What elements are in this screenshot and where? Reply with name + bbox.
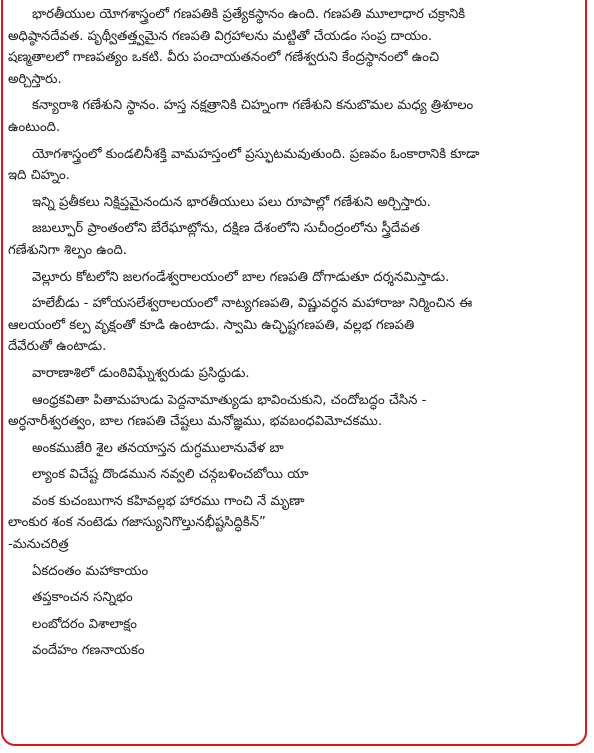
text-line: కన్యారాశి గణేశుని స్థానం. హస్త నక్షత్రానికి చిహ్నంగా గణేశుని కనుబొమల మధ్య త్రిశూలం [32,98,474,114]
verse-line: వందేహం గణనాయకం [32,643,145,659]
text-line: గణేశునిగా శిల్పం ఉంది. [8,242,127,258]
paragraph [8,218,582,261]
verse-line: లంబోదరం విశాలాక్షం [32,616,137,632]
paragraph [8,95,582,138]
text-line: అర్చిస్తారు. [8,71,62,87]
poem-line: వంక కుచంబుగాన కహివల్లభ హారము గాంచి నే మృణా [32,493,305,509]
document-body [8,4,582,662]
text-line: అర్ధనారీశ్వరత్వం, బాల గణపతి చేష్టలు మనోజ్ఞము, భవబంధవిమోచకము. [8,414,383,430]
paragraph [8,4,582,90]
poem-source: -మనుచరిత్ర [8,537,69,553]
text-line: ఇన్ని ప్రతీకలు నిక్షిప్తమైనందున భారతీయులు పలు రూపాల్లో గణేశుని అర్చిస్తారు. [32,194,431,210]
text-line: హలేబీడు - హోయసలేశ్వరాలయంలో నాట్యగణపతి, విష్ణువర్ధన మహారాజు నిర్మించిన ఈ [32,296,473,312]
text-line: అధిష్ఠానదేవత. పృథ్వీతత్త్వమైన గణపతి విగ్రహాలను మట్టితో చేయడం సంప్ర దాయం. [8,28,433,44]
paragraph [8,144,582,187]
poem-line: లాంకుర శంక నంటెడు గజాస్యునిగొల్తునభీష్టసిద్ధికిన్” [8,515,266,531]
text-line: భారతీయుల యోగశాస్త్రంలో గణపతికి ప్రత్యేకస్థానం ఉంది. గణపతి మూలాధార చక్రానికి [32,7,466,22]
verse-line: ఏకదంతం మహాకాయం [32,563,149,579]
text-line: ఉంటుంది. [8,119,61,135]
text-line: జబల్పూర్ ప్రాంతంలోని బేరేఘాట్లోను, దక్షిణ దేశంలోని సుచీంద్రంలోను స్త్రీదేవత [32,221,420,237]
paragraph [8,293,582,358]
poem [8,438,582,556]
paragraph [8,267,582,289]
text-line: వారాణాశిలో డుంఠివిఘ్నేశ్వరుడు ప్రసిద్ధుడు. [32,365,250,381]
verse-line: తప్తకాంచన సన్నిభం [32,590,133,606]
text-line: షణ్మతాలలో గాణపత్యం ఒకటి. వీరు పంచాయతనంలో గణేశ్వరుని కేంద్రస్థానంలో ఉంచి [8,50,440,66]
text-line: వెల్లూరు కోటలోని జలగండేశ్వరాలయంలో బాల గణపతి దోగాడుతూ దర్శనమిస్తాడు. [32,269,450,285]
paragraph [8,390,582,433]
text-line: యోగశాస్త్రంలో కుండలినీశక్తి వామహస్తంలో ప్రస్ఫుటమవుతుంది. ప్రణవం ఓంకారానికి కూడా [32,146,480,162]
poem-line: అంకముజేరి శైల తనయాస్తన దుగ్ధములానువేళ బా [32,440,284,456]
text-line: ఆలయంలో కల్ప వృక్షంతో కూడి ఉంటాడు. స్వామి ఉచ్ఛిష్టగణపతి, వల్లభ గణపతి [8,317,415,333]
paragraph [8,192,582,214]
text-line: ఇది చిహ్నం. [8,168,70,184]
verse [8,561,582,662]
paragraph [8,363,582,385]
poem-line: ల్యాంక విచేష్ట దొండమున నవ్వలి చన్గబళించబోయి యా [32,467,309,483]
text-line: ఆంధ్రకవితా పితామహుడు పెద్దనామాత్యుడు భావించుకుని, చందోబద్ధం చేసిన - [32,392,427,408]
text-line: దేవేరుతో ఉంటాడు. [8,339,107,355]
